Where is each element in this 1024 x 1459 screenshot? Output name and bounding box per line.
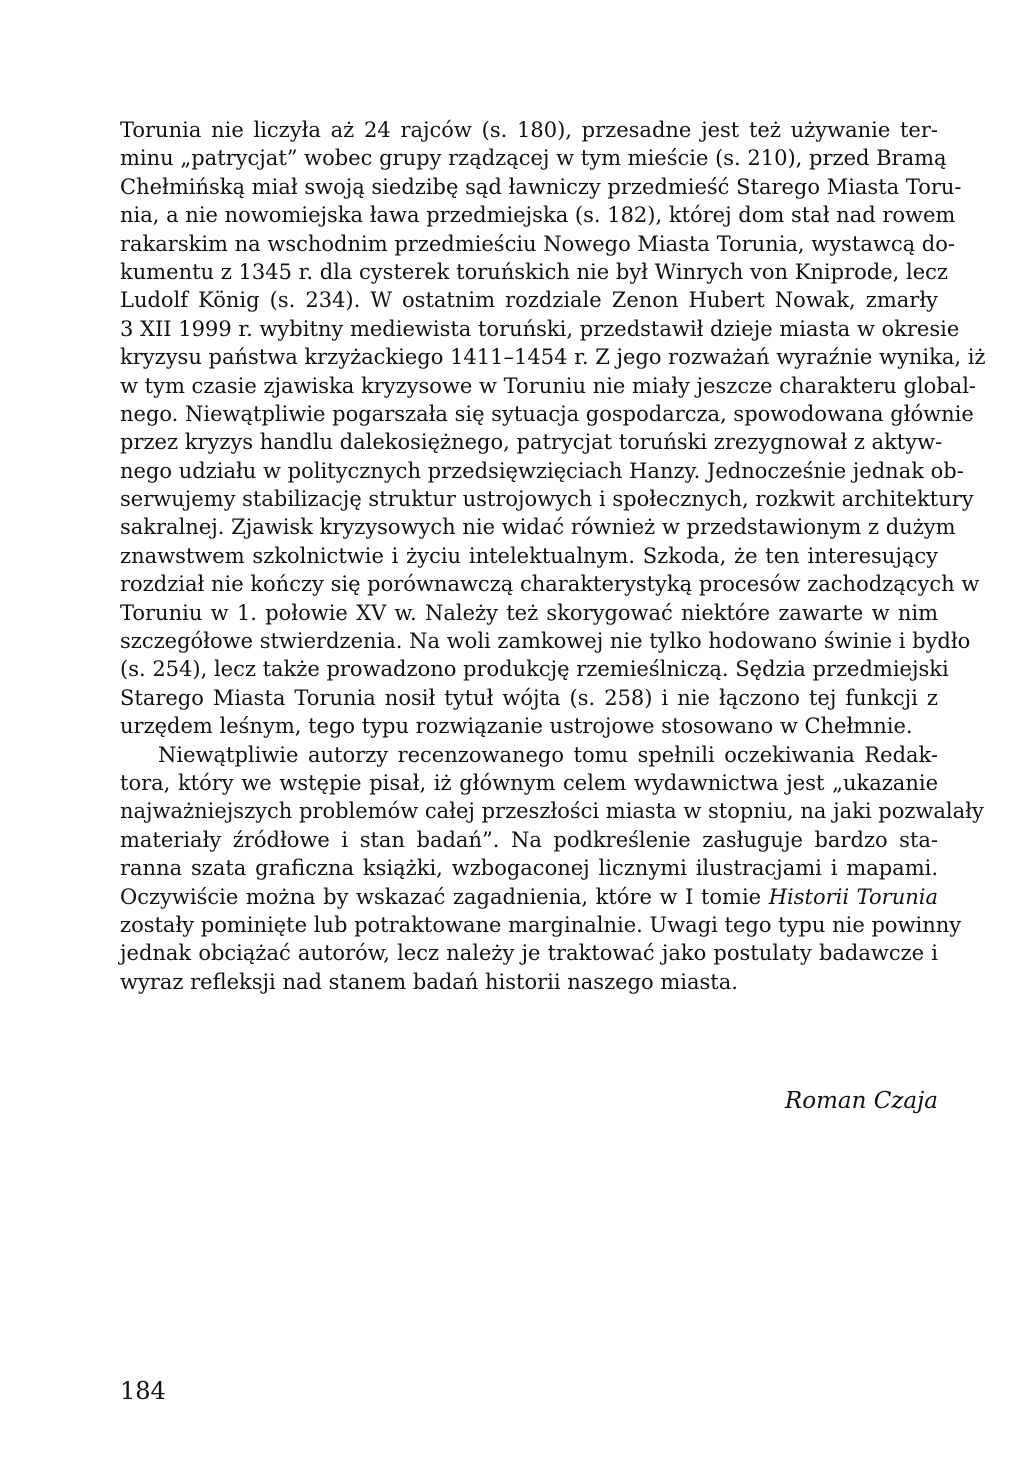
text-line: kryzysu państwa krzyżackiego 1411–1454 r. Z jego rozważań wyraźnie wynika, iż xyxy=(120,345,986,370)
text-line: Chełmińską miał swoją siedzibę sąd ławniczy przedmieść Starego Miasta Toru- xyxy=(120,174,962,199)
text-line: Niewątpliwie autorzy recenzowanego tomu spełnili oczekiwania Redak- xyxy=(158,742,938,767)
text-line: w tym czasie zjawiska kryzysowe w Toruniu nie miały jeszcze charakteru global- xyxy=(120,373,977,398)
text-line: znawstwem szkolnictwie i życiu intelektualnym. Szkoda, że ten interesujący xyxy=(120,543,938,568)
text-line: Torunia nie liczyła aż 24 rajców (s. 180), przesadne jest też używanie ter- xyxy=(120,118,938,142)
text-line: nego udziału w politycznych przedsięwzięciach Hanzy. Jednocześnie jednak ob- xyxy=(120,458,964,483)
text-line: wyraz refleksji nad stanem badań historii naszego miasta. xyxy=(120,969,738,994)
text-line: 3 XII 1999 r. wybitny mediewista toruński, przedstawił dzieje miasta w okresie xyxy=(120,316,960,341)
text-line: ranna szata graficzna książki, wzbogaconej licznymi ilustracjami i mapami. xyxy=(120,856,938,881)
paragraph-2 xyxy=(120,741,984,997)
text-line xyxy=(120,883,938,911)
text-line: Ludolf König (s. 234). W ostatnim rozdziale Zenon Hubert Nowak, zmarły xyxy=(120,288,938,313)
author-signature: Roman Czaja xyxy=(784,1088,938,1114)
text-line: minu „patrycjat” wobec grupy rządzącej w tym mieście (s. 210), przed Bramą xyxy=(120,146,947,171)
text-line: sakralnej. Zjawisk kryzysowych nie widać również w przedstawionym z dużym xyxy=(120,515,956,540)
paragraph-1 xyxy=(120,116,986,741)
text-line: najważniejszych problemów całej przeszłości miasta w stopniu, na jaki pozwalały xyxy=(120,799,984,824)
text-line: nego. Niewątpliwie pogarszała się sytuacja gospodarcza, spowodowana głównie xyxy=(120,401,974,426)
text-line: rakarskim na wschodnim przedmieściu Nowego Miasta Torunia, wystawcą do- xyxy=(120,231,955,256)
text-line: (s. 254), lecz także prowadzono produkcję rzemieślniczą. Sędzia przedmiejski xyxy=(120,657,949,682)
page-number: 184 xyxy=(120,1377,166,1405)
text-line: tora, który we wstępie pisał, iż głównym celem wydawnictwa jest „ukazanie xyxy=(120,770,938,795)
text-line: zostały pominięte lub potraktowane marginalnie. Uwagi tego typu nie powinny xyxy=(120,912,962,937)
text-line: materiały źródłowe i stan badań”. Na podkreślenie zasługuje bardzo sta- xyxy=(120,827,938,852)
text-line: przez kryzys handlu dalekosiężnego, patrycjat toruński zrezygnował z aktyw- xyxy=(120,430,943,455)
text-line: jednak obciążać autorów, lecz należy je traktować jako postulaty badawcze i xyxy=(120,941,938,966)
text-line: kumentu z 1345 r. dla cysterek toruńskich nie był Winrych von Kniprode, lecz xyxy=(120,259,948,284)
text-line: serwujemy stabilizację struktur ustrojowych i społecznych, rozkwit architektury xyxy=(120,487,974,512)
text-span: Oczywiście można by wskazać zagadnienia, które w I tomie xyxy=(120,884,769,909)
text-line: szczegółowe stwierdzenia. Na woli zamkowej nie tylko hodowano świnie i bydło xyxy=(120,629,971,654)
text-line: Toruniu w 1. połowie XV w. Należy też skorygować niektóre zawarte w nim xyxy=(120,600,938,625)
book-title: Historii Torunia xyxy=(768,884,938,909)
text-line: nia, a nie nowomiejska ława przedmiejska (s. 182), której dom stał nad rowem xyxy=(120,203,956,228)
text-line: rozdział nie kończy się porównawczą charakterystyką procesów zachodzących w xyxy=(120,572,980,597)
body-text xyxy=(120,116,986,996)
text-line: Starego Miasta Torunia nosił tytuł wójta (s. 258) i nie łączono tej funkcji z xyxy=(120,685,938,710)
text-line: urzędem leśnym, tego typu rozwiązanie ustrojowe stosowano w Chełmnie. xyxy=(120,714,913,739)
